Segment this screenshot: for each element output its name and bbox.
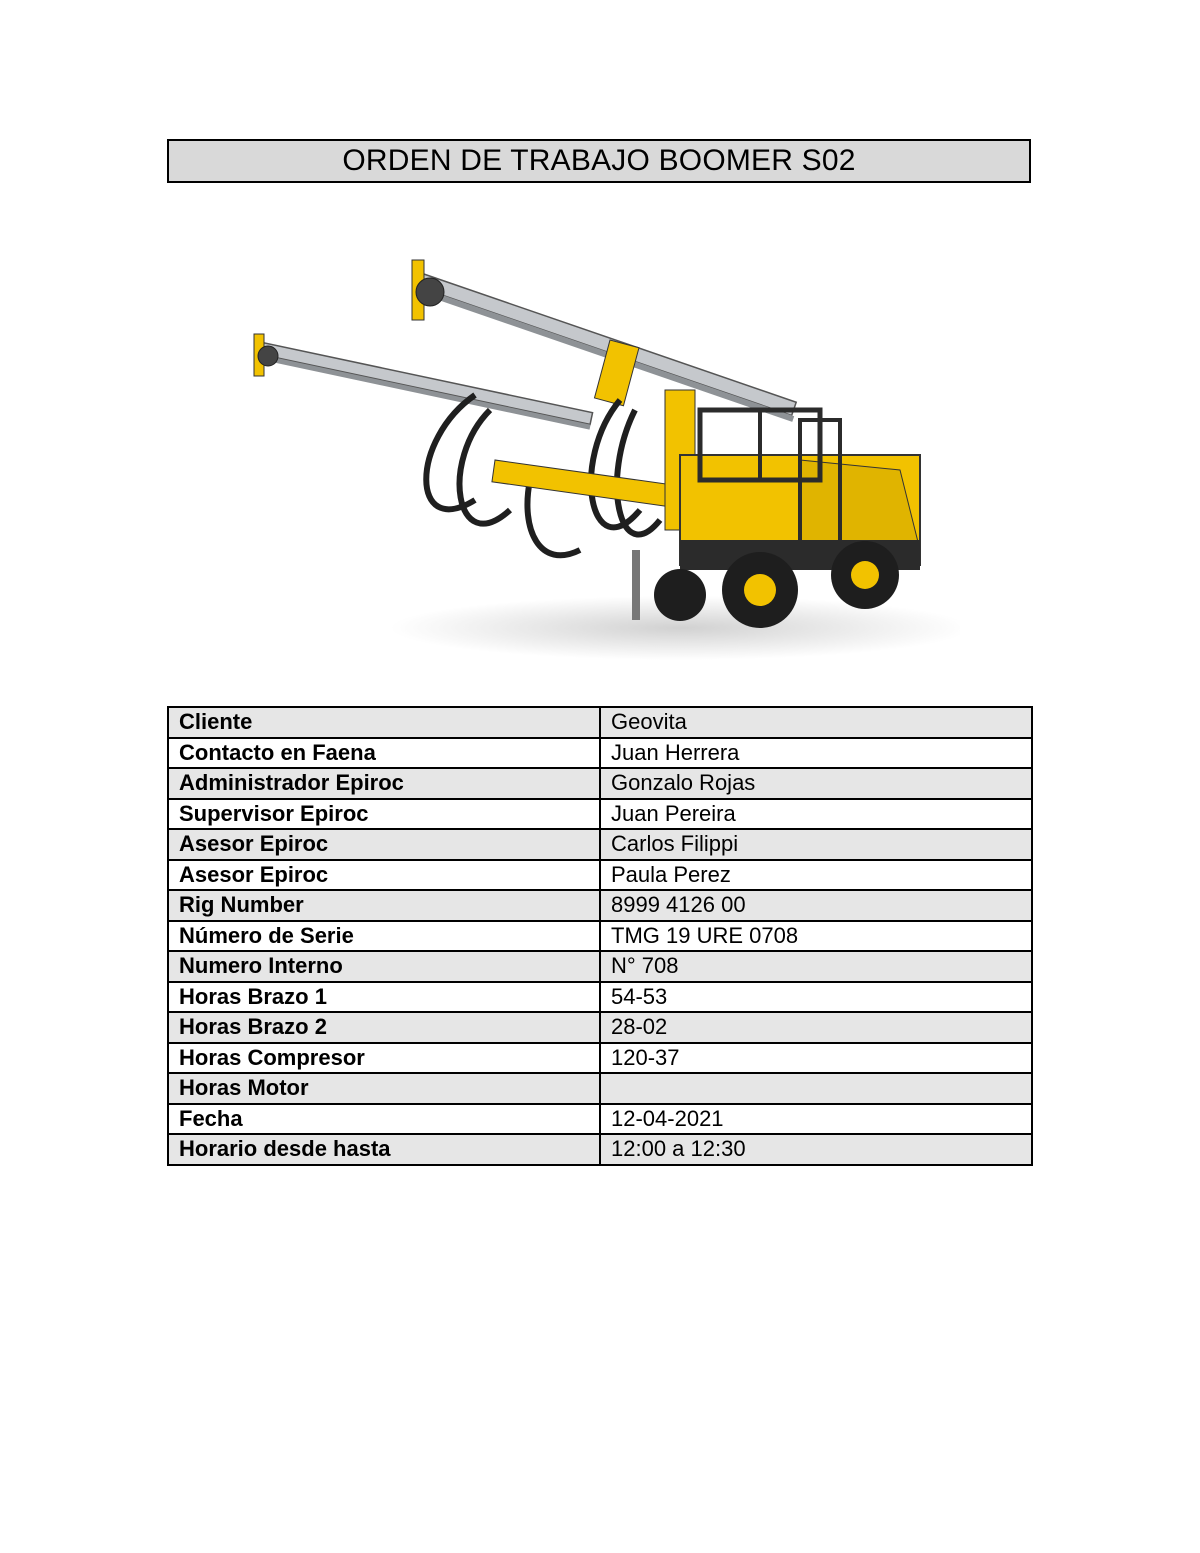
work-order-table bbox=[167, 706, 1033, 1166]
table-row: Asesor Epiroc Carlos Filippi bbox=[168, 829, 1032, 860]
table-row: Supervisor Epiroc Juan Pereira bbox=[168, 799, 1032, 830]
table-row: Fecha 12-04-2021 bbox=[168, 1104, 1032, 1135]
table-row: Horas Motor bbox=[168, 1073, 1032, 1104]
table-row: Administrador Epiroc Gonzalo Rojas bbox=[168, 768, 1032, 799]
table-row: Rig Number 8999 4126 00 bbox=[168, 890, 1032, 921]
table-row: Horas Brazo 2 28-02 bbox=[168, 1012, 1032, 1043]
table-row: Horas Brazo 1 54-53 bbox=[168, 982, 1032, 1013]
table-row: Numero Interno N° 708 bbox=[168, 951, 1032, 982]
table-row: Horario desde hasta 12:00 a 12:30 bbox=[168, 1134, 1032, 1165]
page-title: ORDEN DE TRABAJO BOOMER S02 bbox=[167, 139, 1031, 183]
table-row: Contacto en Faena Juan Herrera bbox=[168, 738, 1032, 769]
table-row: Horas Compresor 120-37 bbox=[168, 1043, 1032, 1074]
drill-rig-image bbox=[240, 250, 960, 670]
carrier-body bbox=[680, 410, 920, 570]
table-row: Número de Serie TMG 19 URE 0708 bbox=[168, 921, 1032, 952]
table-row: Cliente Geovita bbox=[168, 707, 1032, 738]
table-row: Asesor Epiroc Paula Perez bbox=[168, 860, 1032, 891]
lower-boom bbox=[254, 334, 593, 430]
